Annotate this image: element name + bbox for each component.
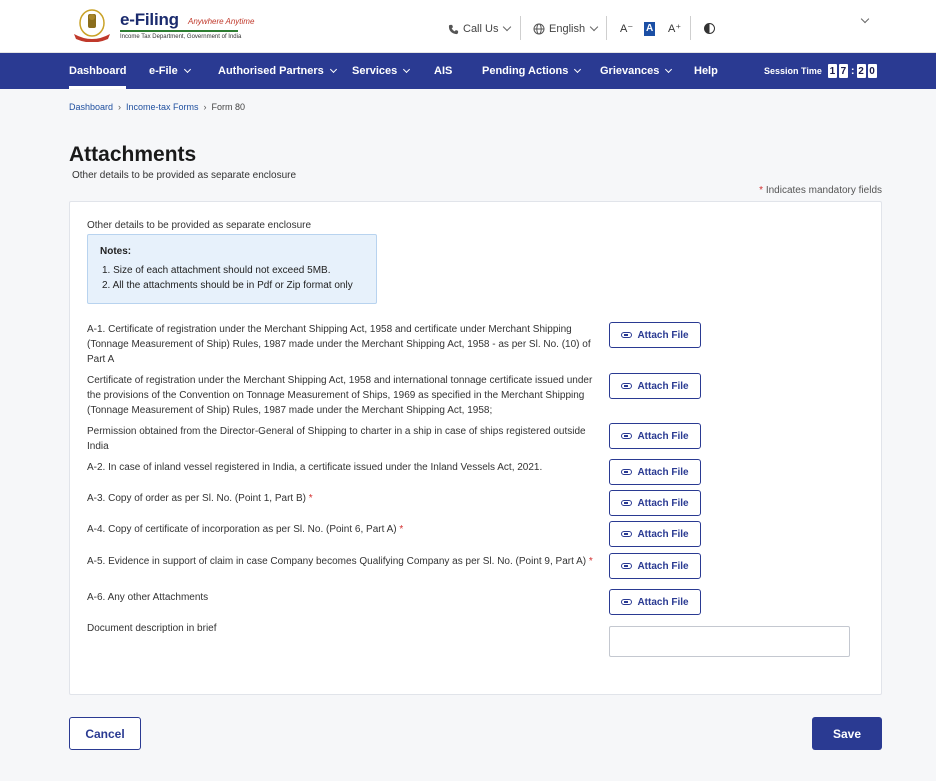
attachment-row-label-required [87,554,597,569]
chevron-down-icon [590,23,598,31]
required-asterisk: * [588,556,593,567]
nav-label: Authorised Partners [218,65,324,77]
paperclip-icon [621,469,632,475]
paperclip-icon [621,500,632,506]
paperclip-icon [621,433,632,439]
chevron-down-icon [184,66,191,73]
main-nav [0,53,936,89]
breadcrumb-separator: › [118,102,122,112]
nav-pending-actions[interactable] [482,53,580,89]
attach-file-button[interactable] [609,589,701,615]
language-dropdown[interactable] [533,17,597,41]
logo-subtitle: Income Tax Department, Government of India [120,34,242,40]
nav-label: Help [694,65,718,77]
divider [606,16,607,40]
globe-icon [533,23,545,35]
attach-file-button[interactable] [609,553,701,579]
nav-label: Pending Actions [482,65,569,77]
session-digit: 2 [858,65,864,77]
breadcrumb-dashboard[interactable]: Dashboard [69,102,114,112]
phone-icon [448,24,459,35]
attach-file-button[interactable] [609,521,701,547]
notes-box [87,234,377,304]
attach-file-button[interactable] [609,490,701,516]
page-title: Attachments [69,143,197,166]
font-increase-button[interactable]: A⁺ [668,23,682,35]
logo-divider [120,30,238,32]
nav-label: AIS [434,65,453,77]
top-bar [0,0,936,53]
chevron-down-icon[interactable] [861,15,869,23]
save-button[interactable]: Save [812,717,882,750]
logo-tagline: Anywhere Anytime [188,17,255,26]
attach-label: Attach File [637,596,689,608]
session-digit: 1 [829,65,836,77]
divider [690,16,691,40]
session-digit: 0 [869,65,875,77]
card-heading: Other details to be provided as separate enclosure [87,220,312,231]
attachment-row-label: A-6. Any other Attachments [87,592,209,603]
paperclip-icon [621,383,632,389]
nav-dashboard[interactable] [69,53,126,89]
efiling-logo[interactable] [70,8,255,44]
attachment-row-text: A-4. Copy of certificate of incorporation as per Sl. No. (Point 6, Part A) [87,524,397,535]
attach-label: Attach File [637,560,689,572]
session-label: Session Time [764,66,822,76]
nav-label: Grievances [600,65,660,77]
chevron-down-icon [330,66,337,73]
breadcrumb-income-tax-forms[interactable]: Income-tax Forms [126,102,199,112]
paperclip-icon [621,332,632,338]
attachment-row-label: Certificate of registration under the Merchant Shipping Act, 1958 and international tonnage certificate issued under the provisions of the Convention on Tonnage Measurement of Ships, 1969 as specified in the Merchant Shipping (Tonnage Measurement of Ship) Rules, 1987 made under the Merchant Shipping Act, 1958; [87,375,593,416]
font-decrease-button[interactable]: A⁻ [620,23,634,35]
chevron-down-icon [574,66,581,73]
document-description-label: Document description in brief [87,623,217,634]
font-normal-button[interactable]: A [646,23,654,34]
nav-label: e-File [149,65,178,77]
chevron-down-icon [403,66,410,73]
note-item: 2. All the attachments should be in Pdf or Zip format only [102,280,353,291]
chevron-down-icon [665,66,672,73]
attach-label: Attach File [637,380,689,392]
call-us-label: Call Us [463,23,499,35]
session-timer [764,53,879,89]
attach-file-button[interactable] [609,373,701,399]
attachment-row-label: A-1. Certificate of registration under the Merchant Shipping Act, 1958 and certificate under Merchant Shipping (Tonnage Measurement of Ship) Rules, 1987 made under the Merchant Shipping Act, 1958 - as per Sl. No. (10) of Part A [87,324,591,365]
required-asterisk: * [399,524,404,535]
attachment-row-label: A-2. In case of inland vessel registered in India, a certificate issued under the Inland Vessels Act, 2021. [87,462,543,473]
call-us-dropdown[interactable] [448,17,510,41]
contrast-icon[interactable] [704,23,715,34]
paperclip-icon [621,531,632,537]
attachment-row-text: A-5. Evidence in support of claim in case Company becomes Qualifying Company as per Sl. No. (Point 9, Part A) [87,556,587,567]
cancel-button[interactable]: Cancel [69,717,141,750]
attachment-row-label-required [87,522,597,537]
breadcrumb-separator: › [203,102,207,112]
attach-label: Attach File [637,528,689,540]
attach-label: Attach File [637,329,689,341]
logo-text: e-Filing [120,10,179,29]
emblem-icon [70,8,114,42]
nav-ais[interactable] [434,53,452,89]
breadcrumb-current: Form 80 [211,102,246,112]
required-asterisk: * [308,493,313,504]
required-asterisk: * [759,185,764,196]
mandatory-note [759,185,882,196]
nav-services[interactable] [352,53,409,89]
attach-file-button[interactable] [609,459,701,485]
attach-label: Attach File [637,497,689,509]
page-subtitle: Other details to be provided as separate enclosure [72,170,297,181]
divider [520,16,521,40]
nav-grievances[interactable] [600,53,671,89]
attachment-row-label-required [87,491,597,506]
nav-label: Dashboard [69,65,127,77]
attach-file-button[interactable] [609,423,701,449]
paperclip-icon [621,563,632,569]
language-label: English [549,23,586,35]
attachment-row-label: Permission obtained from the Director-General of Shipping to charter in a ship in case of ships registered outside India [87,426,586,452]
nav-label: Services [352,65,398,77]
paperclip-icon [621,599,632,605]
nav-efile[interactable] [149,53,190,89]
session-colon: : [850,65,855,77]
attachments-card [69,201,882,695]
attach-label: Attach File [637,466,689,478]
attach-label: Attach File [637,430,689,442]
notes-title: Notes: [100,246,132,257]
mandatory-note-text: Indicates mandatory fields [765,185,882,196]
session-digit: 7 [840,65,847,77]
attach-file-button[interactable] [609,322,701,348]
attachment-row-text: A-3. Copy of order as per Sl. No. (Point 1, Part B) [87,493,306,504]
nav-help[interactable] [694,53,718,89]
note-item: 1. Size of each attachment should not exceed 5MB. [102,265,331,276]
session-digits [828,64,879,78]
nav-authorised-partners[interactable] [218,53,336,89]
document-description-input[interactable] [609,626,850,657]
chevron-down-icon [503,23,511,31]
breadcrumb [69,102,245,112]
